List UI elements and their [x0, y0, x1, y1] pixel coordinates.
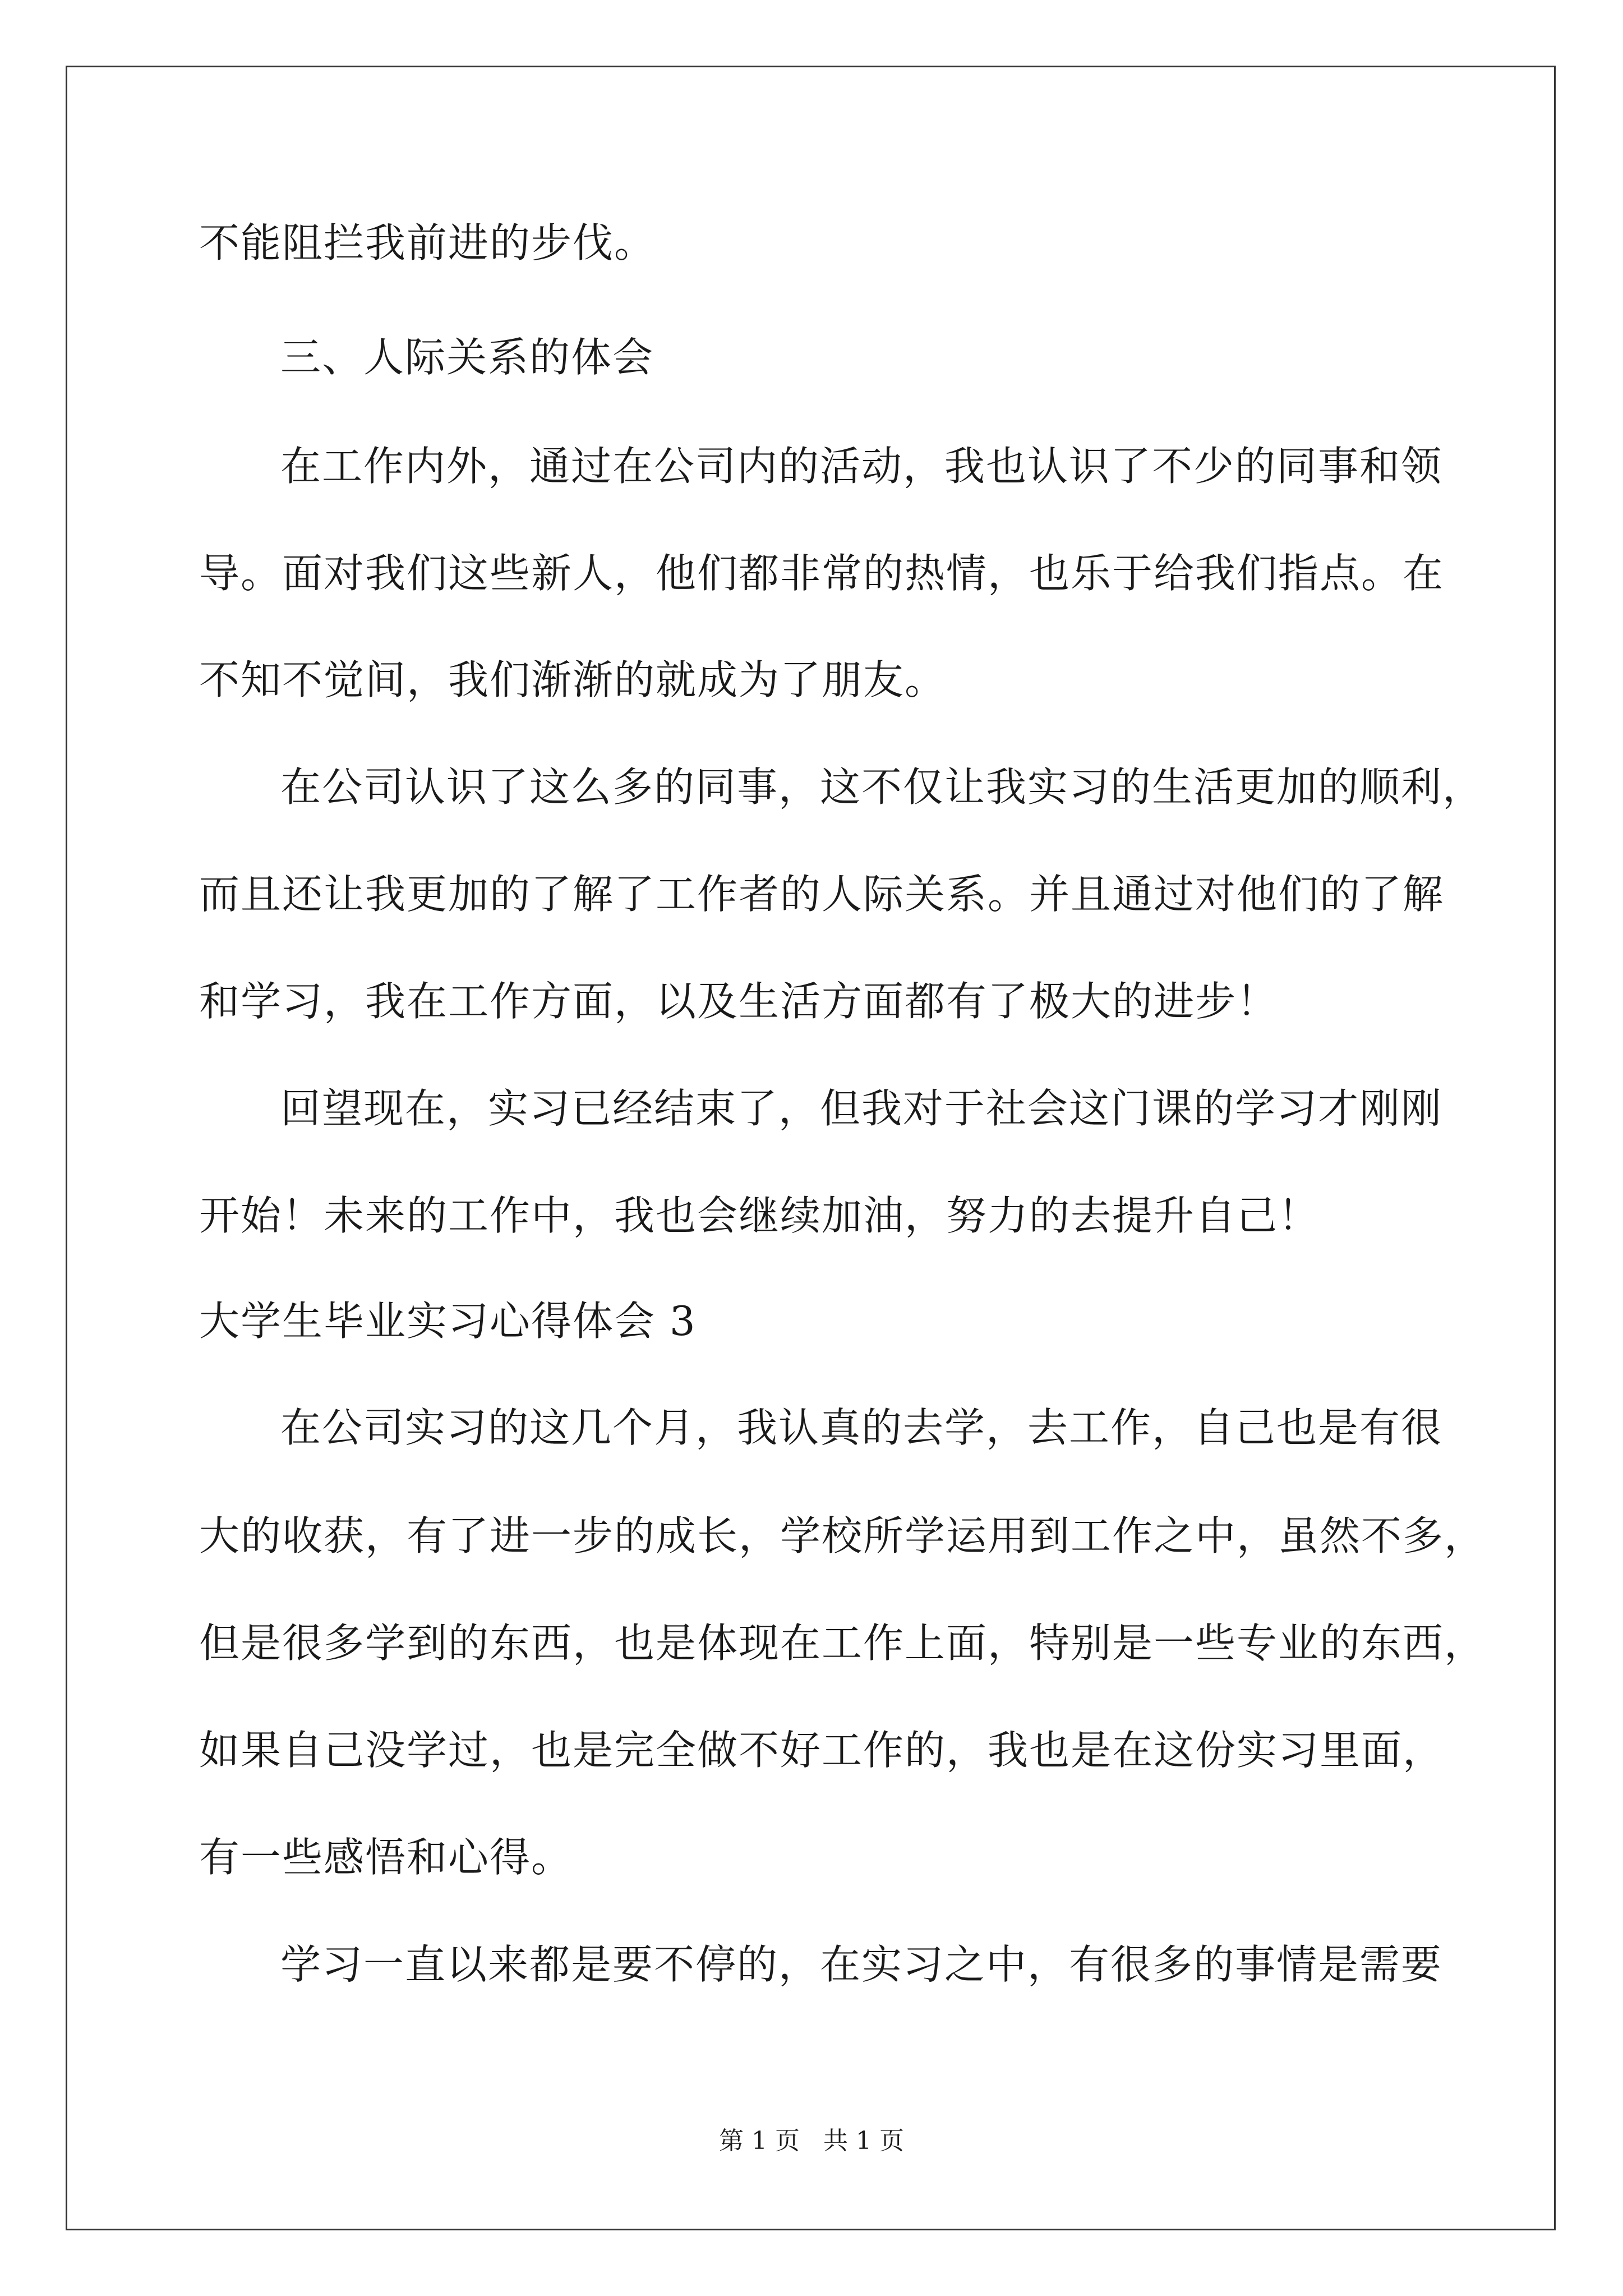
section-heading: 三、人际关系的体会	[280, 334, 654, 381]
text-line: 导。面对我们这些新人，他们都非常的热情，也乐于给我们指点。在	[199, 550, 1445, 597]
text-line: 开始！未来的工作中，我也会继续加油，努力的去提升自己！	[199, 1192, 1320, 1239]
text-line: 和学习，我在工作方面，以及生活方面都有了极大的进步！	[199, 978, 1279, 1025]
text-line: 不能阻拦我前进的步伐。	[199, 219, 656, 266]
document-heading: 大学生毕业实习心得体会 3	[199, 1297, 697, 1345]
page-border	[66, 66, 1556, 2230]
text-line: 在公司实习的这几个月，我认真的去学，去工作，自己也是有很	[280, 1404, 1443, 1451]
text-line: 在公司认识了这么多的同事，这不仅让我实习的生活更加的顺利，	[280, 763, 1484, 811]
text-line: 大的收获，有了进一步的成长，学校所学运用到工作之中，虽然不多，	[199, 1512, 1486, 1559]
text-line: 如果自己没学过，也是完全做不好工作的，我也是在这份实习里面，	[199, 1727, 1445, 1774]
text-line: 有一些感悟和心得。	[199, 1834, 573, 1881]
page-footer: 第 1 页 共 1 页	[719, 2127, 904, 2155]
text-line: 回望现在，实习已经结束了，但我对于社会这门课的学习才刚刚	[280, 1085, 1443, 1132]
text-line: 但是很多学到的东西，也是体现在工作上面，特别是一些专业的东西，	[199, 1619, 1486, 1667]
text-line: 不知不觉间，我们渐渐的就成为了朋友。	[199, 656, 947, 703]
text-line: 学习一直以来都是要不停的，在实习之中，有很多的事情是需要	[280, 1941, 1443, 1988]
text-line: 在工作内外，通过在公司内的活动，我也认识了不少的同事和领	[280, 443, 1443, 490]
text-line: 而且还让我更加的了解了工作者的人际关系。并且通过对他们的了解	[199, 871, 1445, 918]
